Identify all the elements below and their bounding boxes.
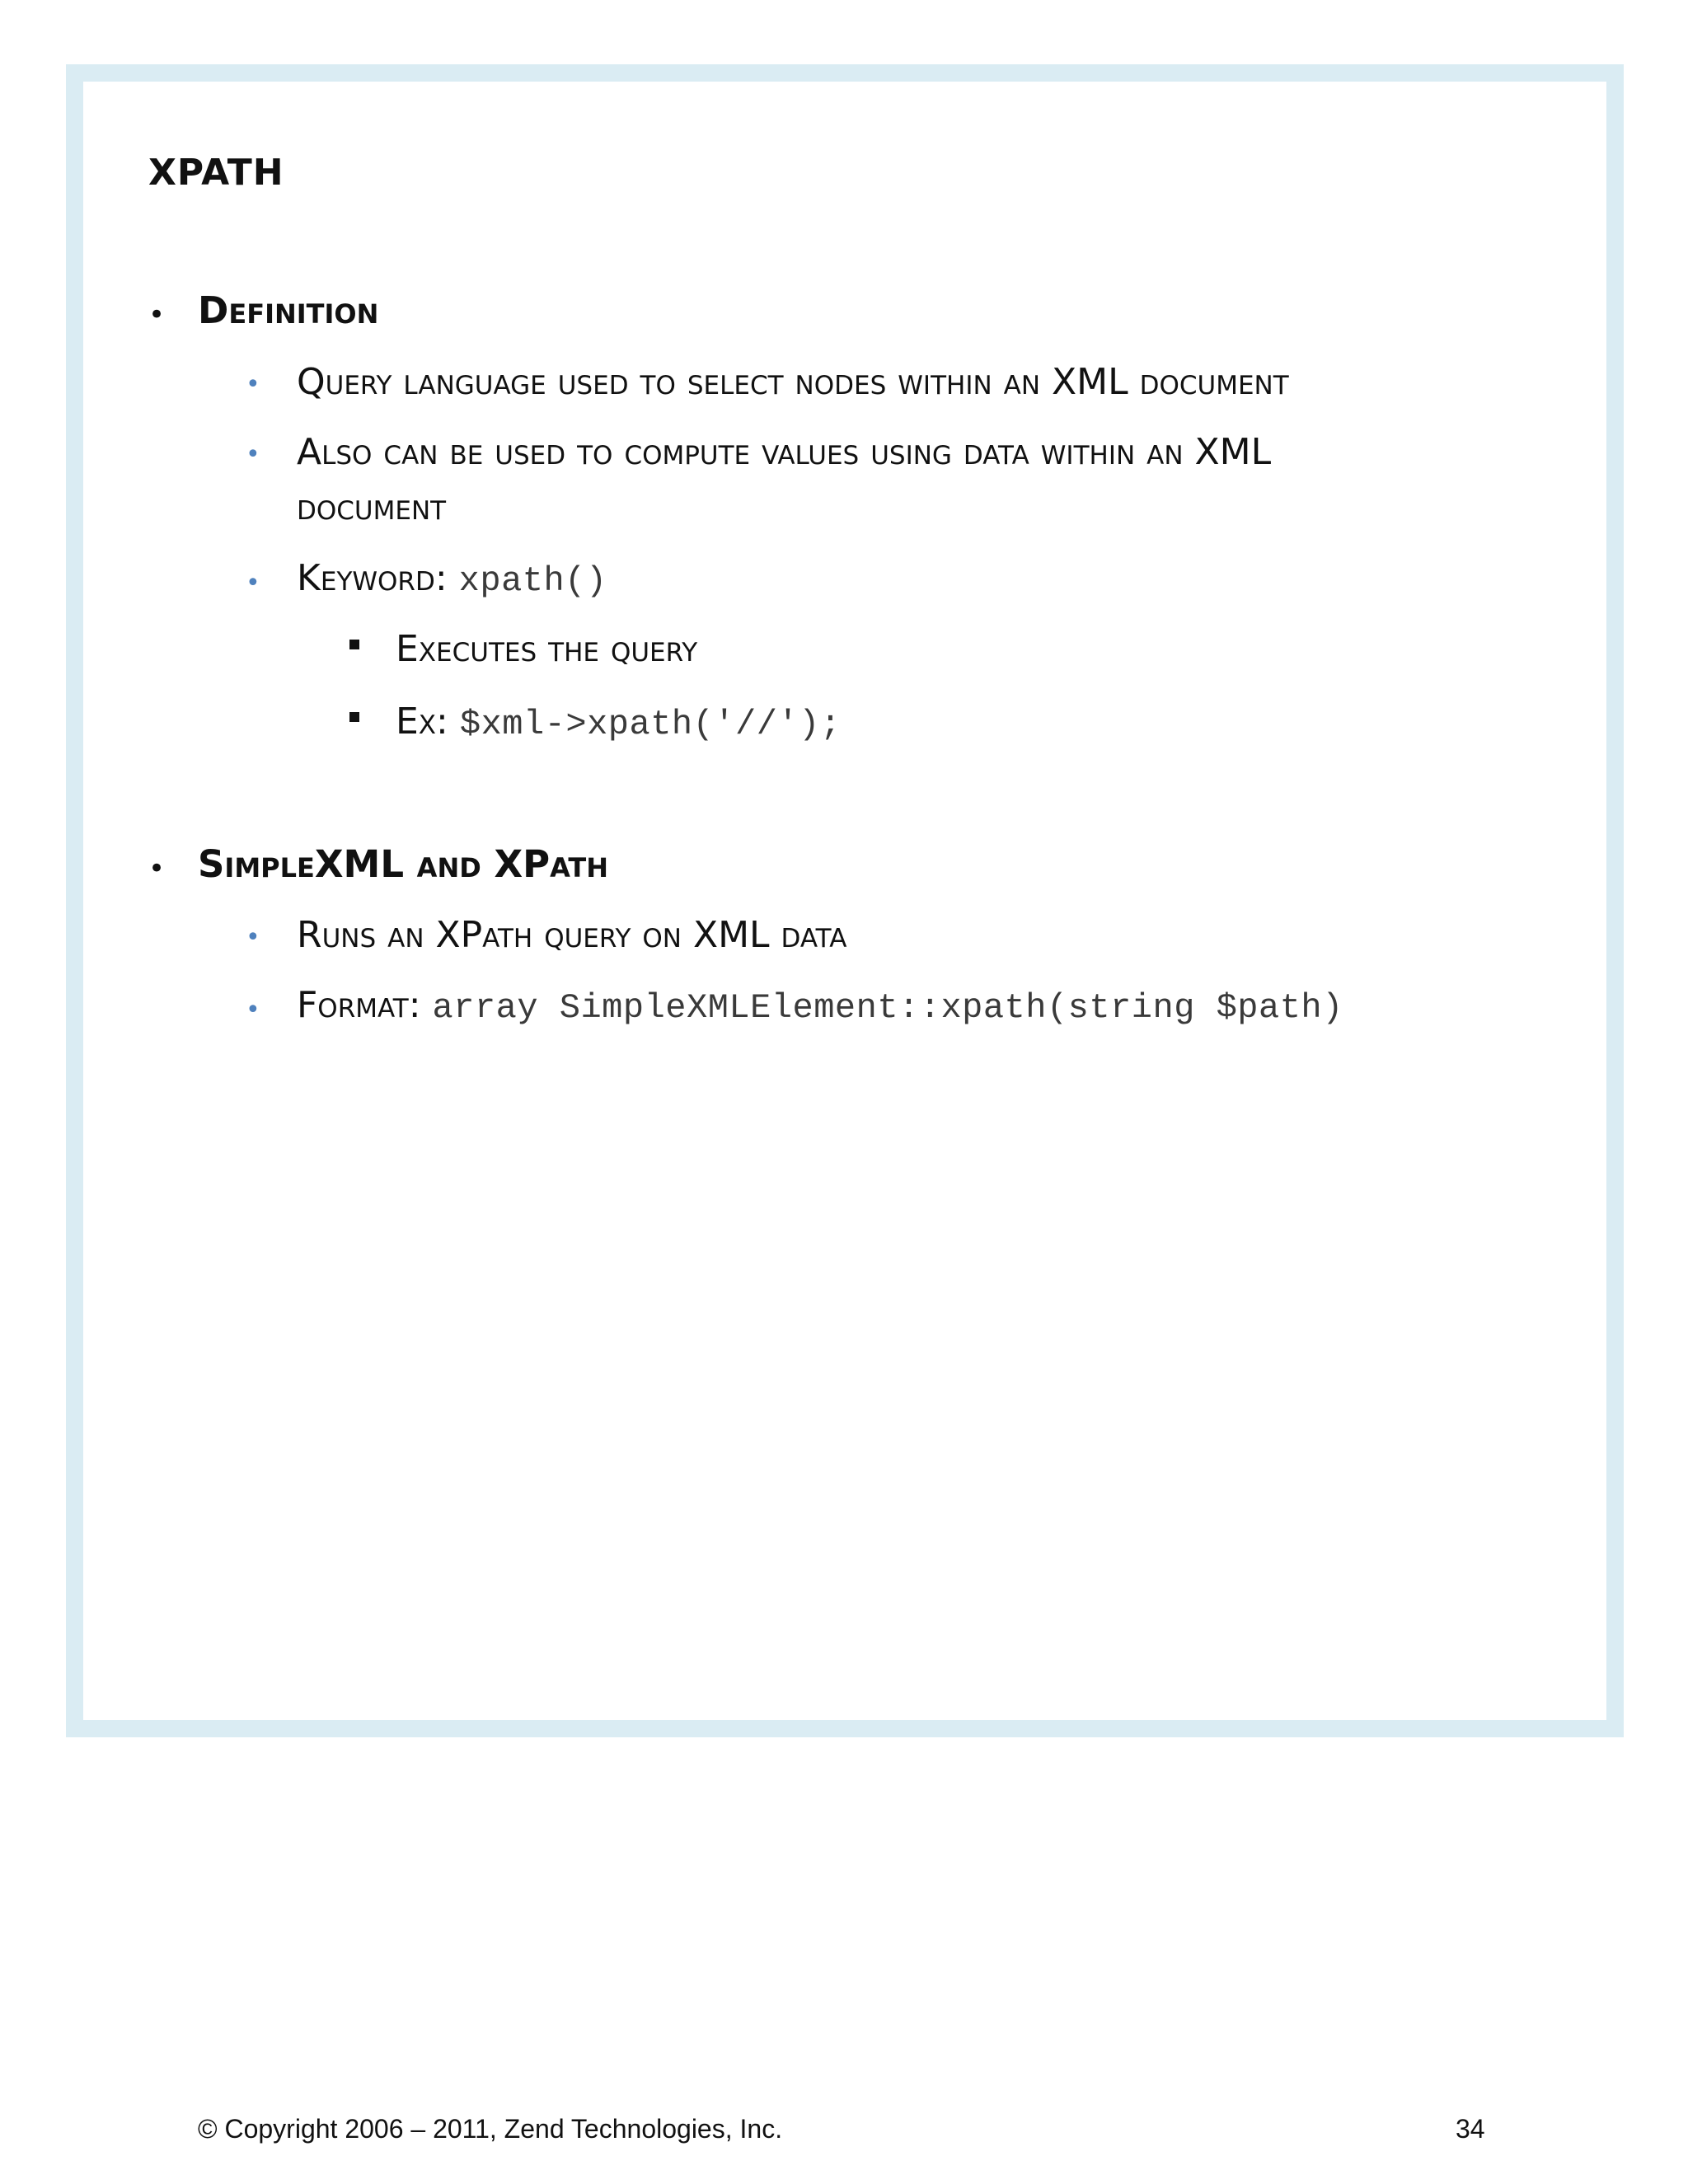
format-label: Format:: [297, 984, 433, 1026]
bullet-icon: •: [246, 923, 260, 952]
definition-item-1: Query language used to select nodes within an XML document: [297, 361, 1289, 403]
bullet-icon: •: [246, 569, 260, 598]
simplexml-item-format: [297, 982, 1343, 1031]
keyword-code: xpath(): [458, 561, 607, 601]
keyword-subitem-1: Executes the query: [396, 628, 698, 670]
format-code: array SimpleXMLElement::xpath(string $path): [432, 988, 1343, 1028]
keyword-label: Keyword:: [297, 557, 459, 599]
definition-item-keyword: [297, 555, 607, 604]
page-title: XPATH: [148, 152, 284, 194]
section-heading-simplexml-xpath: SimpleXML and XPath: [198, 842, 609, 886]
bullet-icon: •: [148, 298, 166, 331]
square-bullet-icon: [349, 712, 359, 722]
section-heading-definition: Definition: [198, 288, 379, 332]
simplexml-item-1: Runs an XPath query on XML data: [297, 914, 847, 956]
bullet-icon: •: [148, 852, 166, 885]
page-number: 34: [1456, 2114, 1485, 2144]
bullet-icon: •: [246, 440, 260, 469]
footer-copyright: © Copyright 2006 – 2011, Zend Technologies, Inc.: [198, 2114, 783, 2144]
definition-item-2-line1: Also can be used to compute values using data within an XML: [297, 431, 1272, 473]
example-label: Ex:: [396, 701, 460, 743]
keyword-subitem-example: [396, 699, 842, 748]
example-code: $xml->xpath('//');: [459, 705, 842, 744]
definition-item-2-line2: document: [297, 486, 447, 528]
bullet-icon: •: [246, 996, 260, 1024]
square-bullet-icon: [349, 640, 359, 649]
bullet-icon: •: [246, 370, 260, 399]
